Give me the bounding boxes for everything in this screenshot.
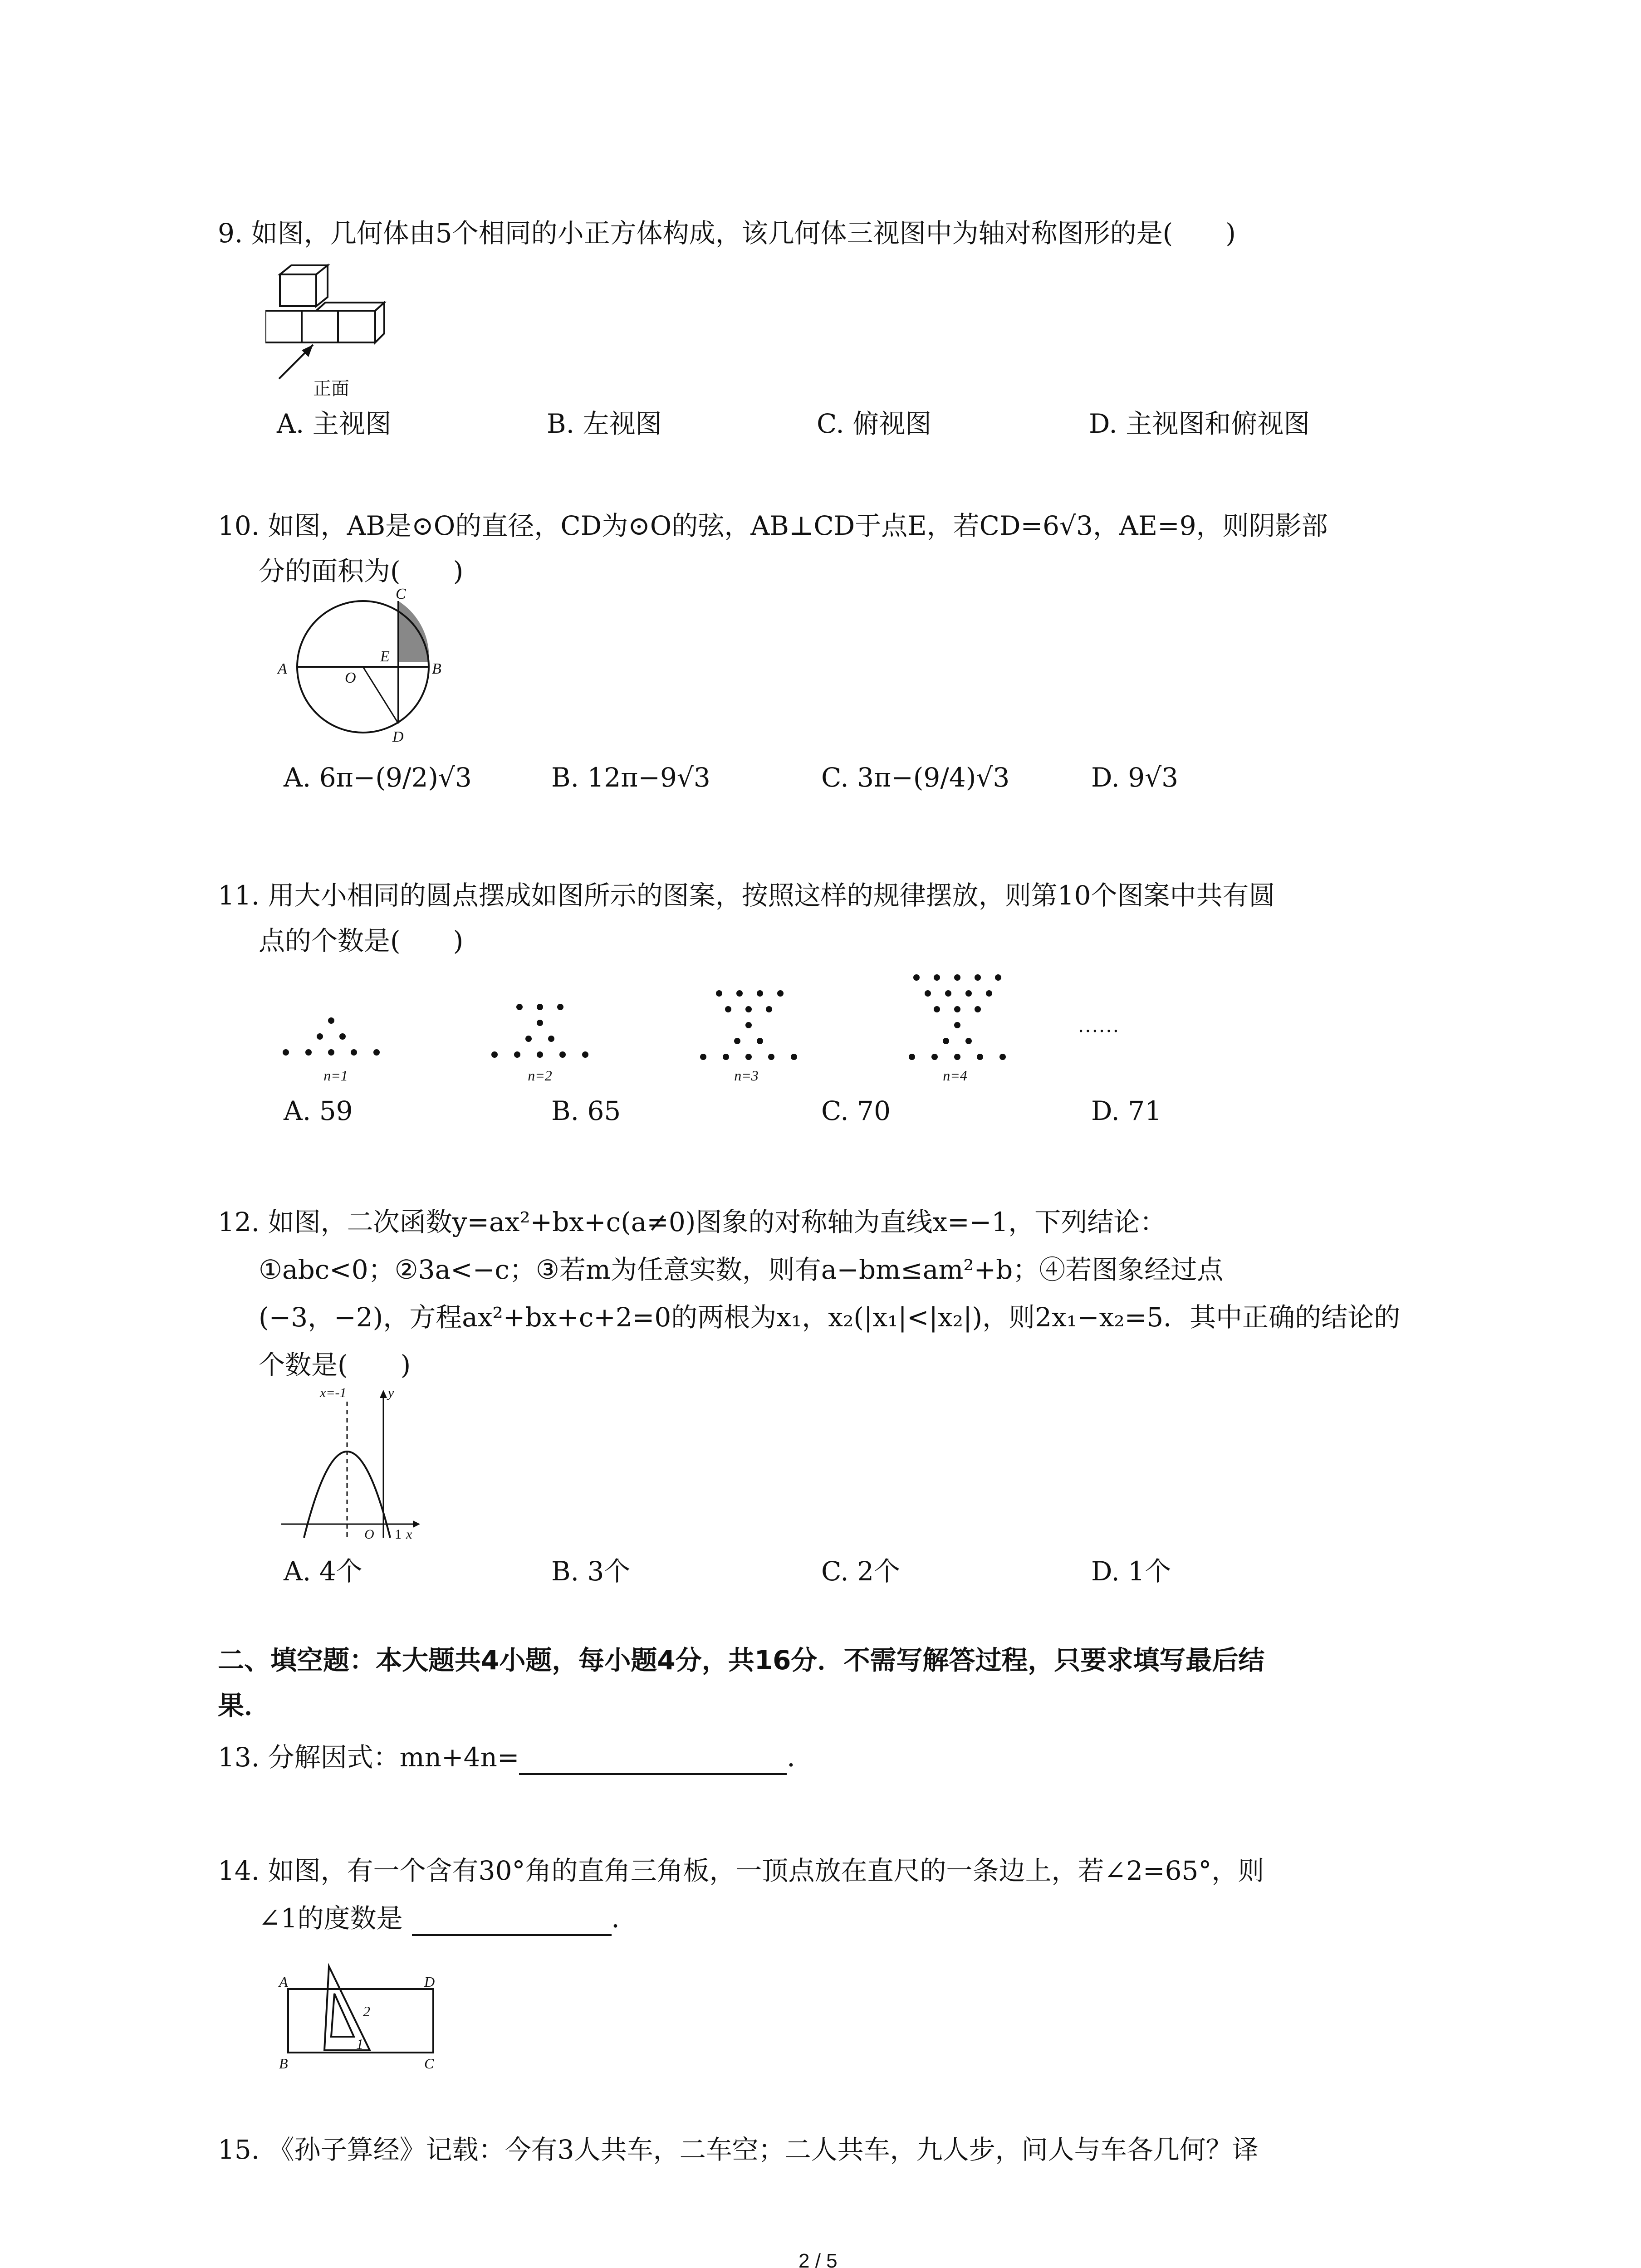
q9-option-b: B. 左视图 [547,408,662,439]
q11-stem-line2: 点的个数是( ) [259,925,464,956]
q11-option-d: D. 71 [1091,1095,1162,1126]
q12-label-one: 1 [395,1527,402,1542]
q12-label-x: x [406,1527,412,1542]
q12-option-b: B. 3个 [551,1556,631,1587]
q10-stem-line2: 分的面积为( ) [259,556,464,587]
q9-option-a: A. 主视图 [277,408,392,439]
q12-option-a: A. 4个 [284,1556,362,1587]
q9-stem: 9. 如图，几何体由5个相同的小正方体构成，该几何体三视图中为轴对称图形的是( ) [218,218,1236,249]
q14-label-c: C [424,2055,434,2072]
section2-heading-line2: 果． [218,1690,271,1721]
q14-label-b: B [279,2055,288,2072]
q13-stem: 13. 分解因式：mn+4n= [218,1742,519,1773]
q14-figure [274,1953,447,2073]
q14-answer-blank[interactable] [412,1907,612,1936]
q12-stem-line4: 个数是( ) [259,1349,411,1380]
q14-stem-line1: 14. 如图，有一个含有30°角的直角三角板，一顶点放在直尺的一条边上，若∠2=65°，则 [218,1855,1264,1886]
q13-row [218,1740,813,1775]
q10-label-c: C [396,586,406,602]
q11-option-a: A. 59 [284,1095,353,1126]
q12-option-c: C. 2个 [821,1556,901,1587]
q10-label-b: B [432,660,441,677]
q14-label-d: D [424,1974,435,1990]
section2-heading-line1: 二、填空题：本大题共4小题，每小题4分，共16分．不需写解答过程，只要求填写最后结 [218,1645,1265,1676]
q10-option-d: D. 9√3 [1091,762,1179,793]
q12-figure [277,1383,426,1547]
q11-option-b: B. 65 [551,1095,621,1126]
q12-option-d: D. 1个 [1091,1556,1171,1587]
q10-label-e: E [380,648,390,665]
q10-option-c: C. 3π−(9/4)√3 [821,762,1010,793]
q15-stem-line1: 15. 《孙子算经》记载：今有3人共车，二车空；二人共车，九人步，问人与车各几何？译 [218,2134,1259,2165]
q10-label-a: A [278,660,287,677]
q11-pattern-figure [272,962,1184,1089]
q12-stem-line3: (−3，−2)，方程ax²+bx+c+2=0的两根为x₁，x₂(|x₁|<|x₂|)，则2x₁−x₂=5．其中正确的结论的 [259,1302,1401,1333]
q12-label-y: y [388,1385,394,1400]
q11-option-c: C. 70 [821,1095,891,1126]
q11-label-n3: n=3 [734,1067,759,1084]
q12-stem-line2: ①abc<0；②3a<−c；③若m为任意实数，则有a−bm≤am²+b；④若图象经过点 [259,1254,1224,1285]
q10-option-a: A. 6π−(9/2)√3 [284,762,472,793]
q13-end: ． [787,1742,813,1773]
q10-option-b: B. 12π−9√3 [551,762,710,793]
q10-figure [277,585,449,753]
q14-stem-line2: ∠1的度数是 [259,1903,403,1934]
q11-label-n4: n=4 [943,1067,967,1084]
q12-label-o: O [364,1527,374,1542]
q12-label-axis: x=-1 [320,1385,347,1400]
q14-row2 [259,1901,638,1936]
q11-stem-line1: 11. 用大小相同的圆点摆成如图所示的图案，按照这样的规律摆放，则第10个图案中共有圆 [218,880,1275,911]
q13-answer-blank[interactable] [519,1746,787,1775]
q11-label-n2: n=2 [528,1067,552,1084]
q14-label-angle2: 2 [363,2003,370,2019]
q14-end: ． [611,1903,638,1934]
q10-stem-line1: 10. 如图，AB是⊙O的直径，CD为⊙O的弦，AB⊥CD于点E，若CD=6√3，AE=9，则阴影部 [218,510,1328,541]
q9-option-d: D. 主视图和俯视图 [1089,408,1310,439]
q9-option-c: C. 俯视图 [817,408,932,439]
q9-figure-label: 正面 [313,378,349,399]
q14-label-a: A [279,1974,288,1990]
q14-label-angle1: 1 [356,2036,363,2052]
page-number: 2 / 5 [798,2250,838,2268]
q10-label-d: D [392,728,404,745]
q11-label-n1: n=1 [323,1067,348,1084]
q10-label-o: O [345,670,356,686]
q11-ellipsis: …… [1078,1013,1119,1036]
q12-stem-line1: 12. 如图，二次函数y=ax²+bx+c(a≠0)图象的对称轴为直线x=−1，下列结论： [218,1207,1166,1237]
